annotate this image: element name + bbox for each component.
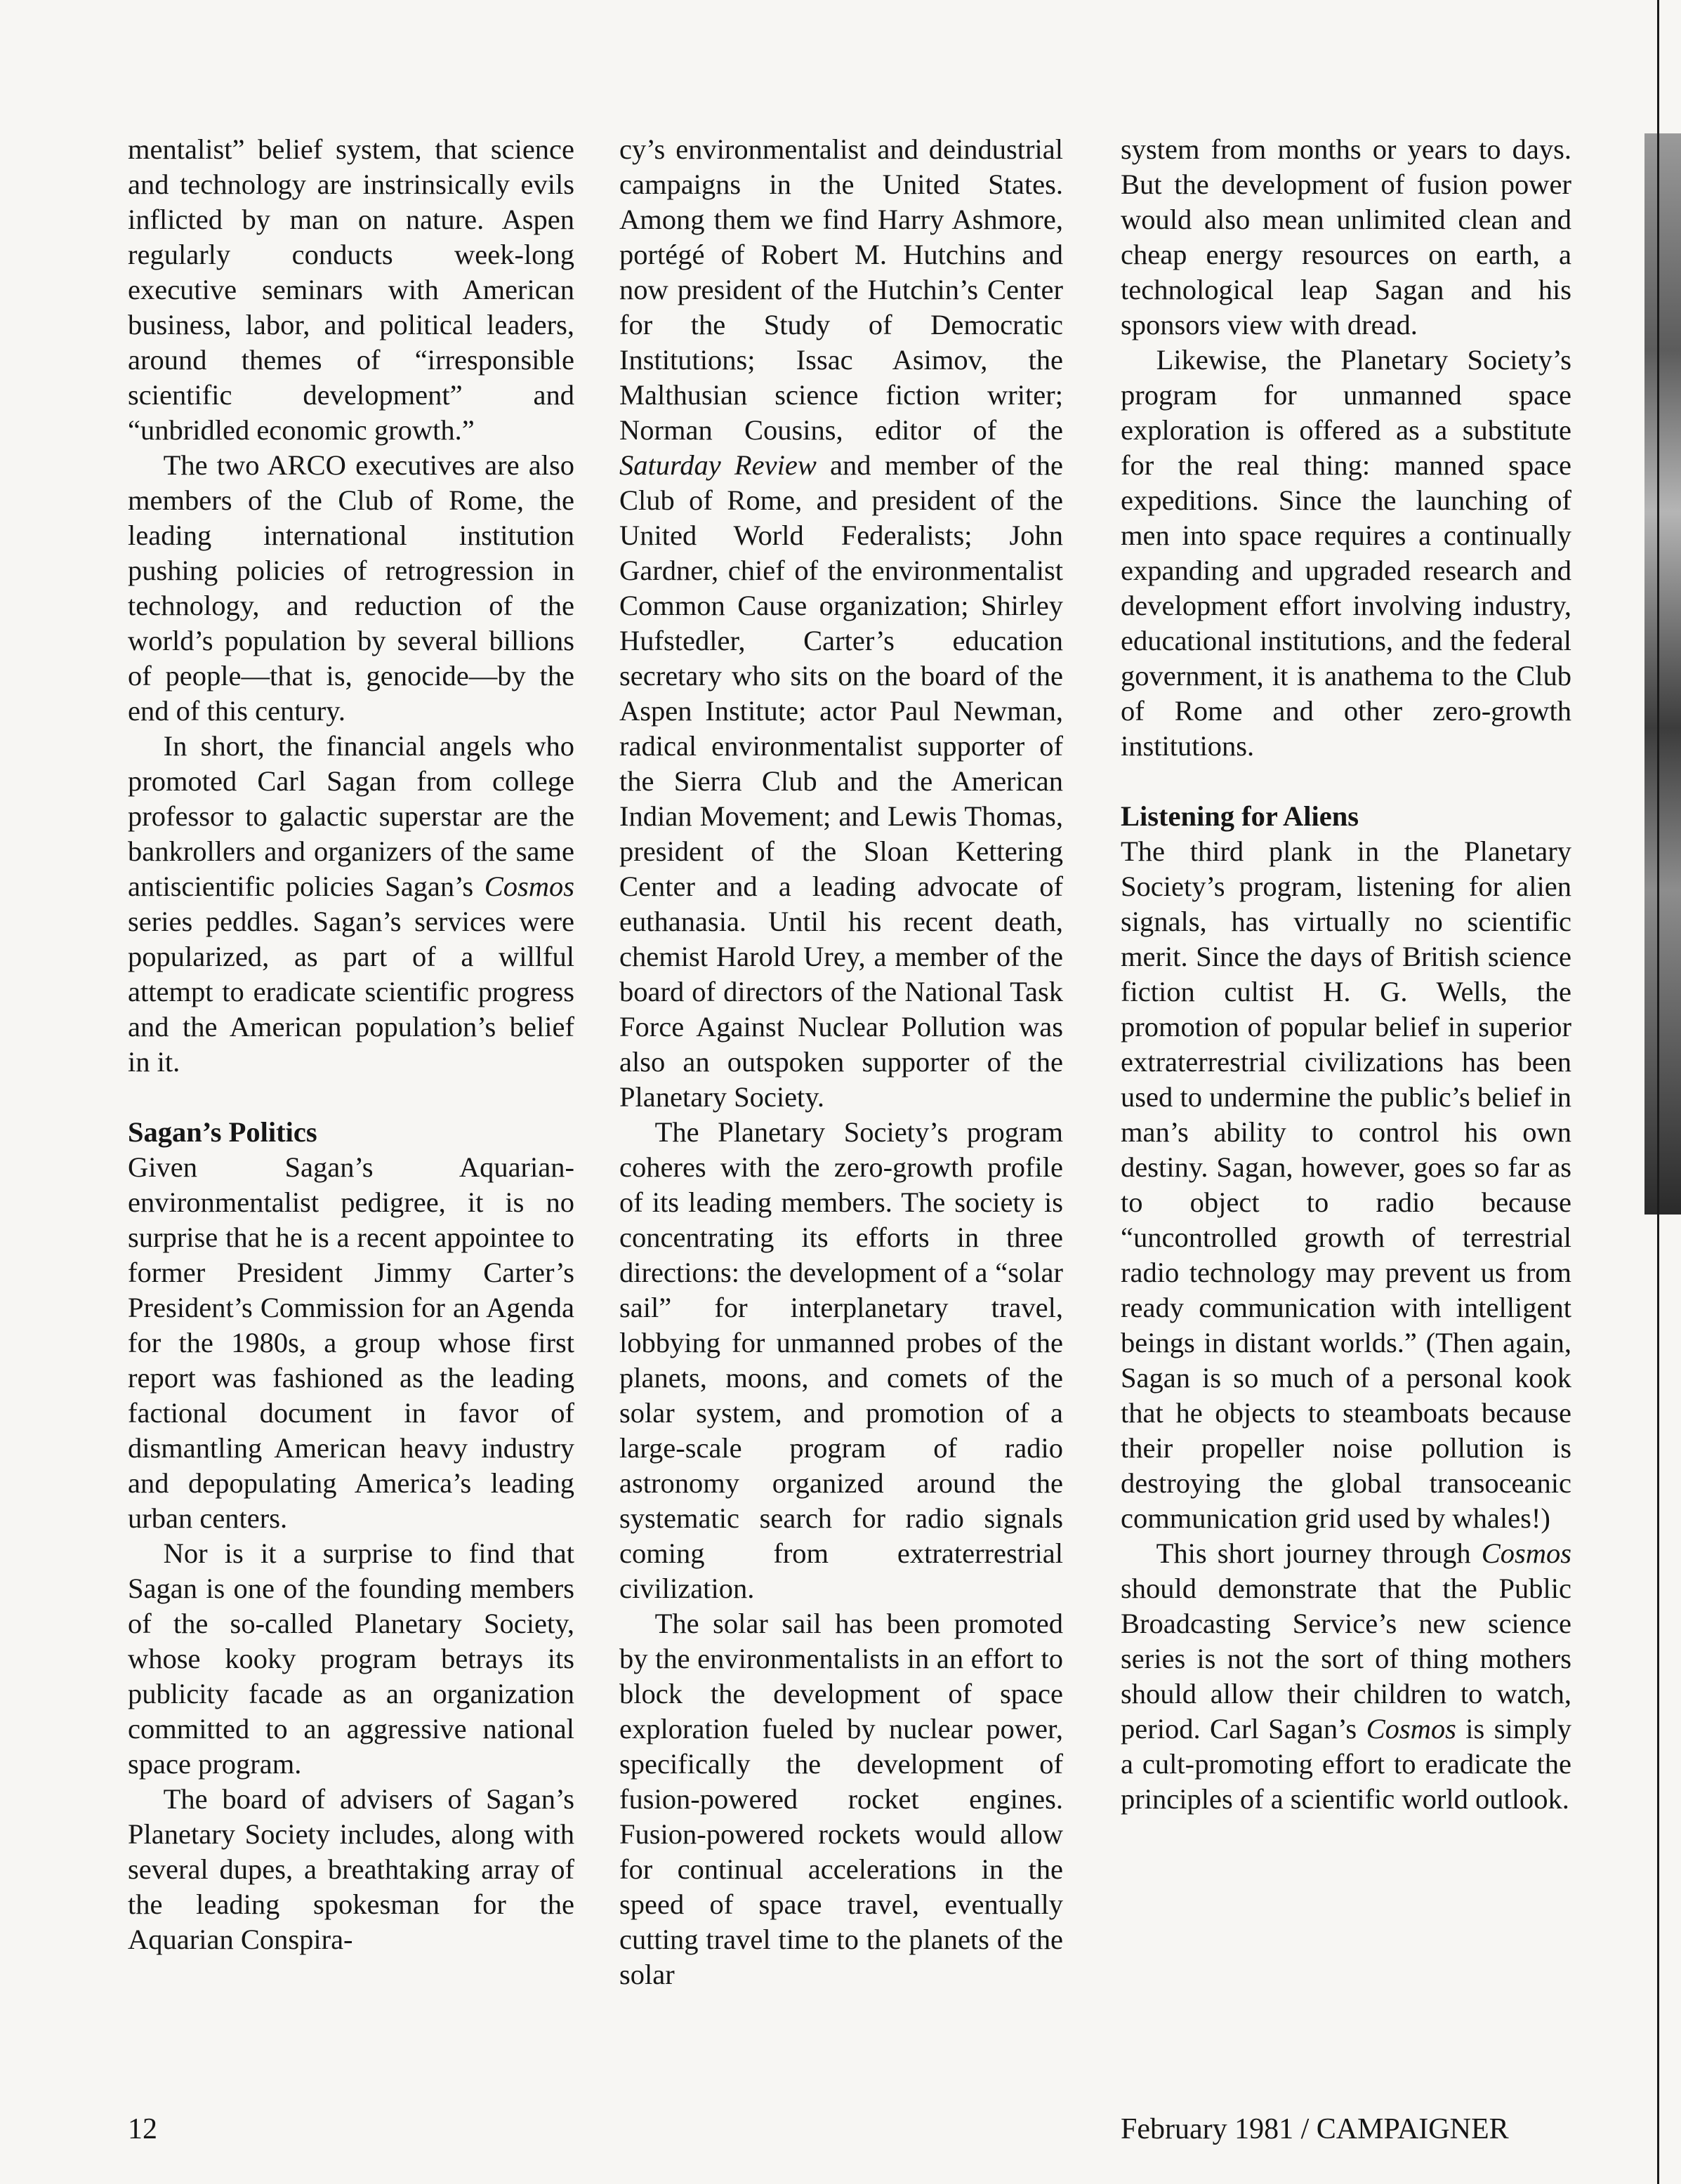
text-column-3 <box>1121 132 1571 1817</box>
page-number: 12 <box>128 2113 157 2145</box>
italic-title: Saturday Review <box>619 449 817 481</box>
section-heading: Listening for Aliens <box>1121 800 1359 832</box>
paragraph <box>1121 1536 1571 1817</box>
paragraph: mentalist” belief system, that science and technology are instrinsically evils inflicted by man on nature. Aspen regularly conducts week-long executive seminars with American business, labor, and political leaders, around themes of “irresponsible scientific development” and “unbridled economic growth.” <box>128 133 574 446</box>
paragraph: The two ARCO executives are also members of the Club of Rome, the leading international institution pushing policies of retrogression in technology, and reduction of the world’s population by several billions of people—that is, genocide—by the end of this century. <box>128 449 574 727</box>
section-spacer <box>1121 764 1571 799</box>
section-spacer <box>128 1080 574 1115</box>
italic-title: Cosmos <box>1366 1713 1456 1745</box>
italic-title: Cosmos <box>1481 1537 1571 1569</box>
paragraph <box>128 729 574 1080</box>
text-column-1 <box>128 132 574 1957</box>
paragraph: The third plank in the Planetary Society’s program, listening for alien signals, has virtually no scientific merit. Since the days of British science fiction cultist H. G. Wells, the promotion of popular belief in superior extraterrestrial civilizations has been used to undermine the public’s belief in man’s ability to control his own destiny. Sagan, however, goes so far as to object to radio because “uncontrolled growth of terrestrial radio technology may prevent us from ready communication with intelligent beings in distant worlds.” (Then again, Sagan is so much of a personal kook that he objects to steamboats because their propeller noise pollution is destroying the global transoceanic communication grid used by whales!) <box>1121 835 1571 1534</box>
text-run: and member of the Club of Rome, and president of the United World Federalists; John Gardner, chief of the environmentalist Common Cause organization; Shirley Hufstedler, Carter’s education secretary who sits on the board of the Aspen Institute; actor Paul Newman, radical environmentalist supporter of the Sierra Club and the American Indian Movement; and Lewis Thomas, president of the Sloan Kettering Center and a leading advocate of euthanasia. Until his recent death, chemist Harold Urey, a member of the board of directors of the National Task Force Against Nuclear Pollution was also an outspoken supporter of the Planetary Society. <box>619 449 1063 1113</box>
text-column-2 <box>619 132 1063 1992</box>
paragraph: The board of advisers of Sagan’s Planetary Society includes, along with several dupes, a breathtaking array of the leading spokesman for the Aquarian Conspira- <box>128 1783 574 1955</box>
paragraph: Given Sagan’s Aquarian-environmentalist pedigree, it is no surprise that he is a recent appointee to former President Jimmy Carter’s President’s Commission for an Agenda for the 1980s, a group whose first report was fashioned as the leading factional document in favor of dismantling American heavy industry and depopulating America’s leading urban centers. <box>128 1151 574 1534</box>
text-run: cy’s environmentalist and deindustrial campaigns in the United States. Among them we find Harry Ashmore, portégé of Robert M. Hutchins and now president of the Hutchin’s Center for the Study of Democratic Institutions; Issac Asimov, the Malthusian science fiction writer; Norman Cousins, editor of the <box>619 133 1063 446</box>
text-run: series peddles. Sagan’s services were popularized, as part of a willful attempt to eradicate scientific progress and the American population’s belief in it. <box>128 906 574 1078</box>
text-run: should demonstrate that the Public Broadcasting Service’s new science series is not the sort of thing mothers should allow their children to watch, period. Carl Sagan’s <box>1121 1573 1571 1745</box>
issue-dateline: February 1981 / CAMPAIGNER <box>1121 2113 1509 2145</box>
italic-title: Cosmos <box>484 871 574 902</box>
paragraph: Likewise, the Planetary Society’s program for unmanned space exploration is offered as a substitute for the real thing: manned space expeditions. Since the launching of men into space requires a continually expanding and upgraded research and development effort involving industry, educational institutions, and the federal government, it is anathema to the Club of Rome and other zero-growth institutions. <box>1121 344 1571 762</box>
paragraph: The Planetary Society’s program coheres with the zero-growth profile of its leading members. The society is concentrating its efforts in three directions: the development of a “solar sail” for interplanetary travel, lobbying for unmanned probes of the planets, moons, and comets of the solar system, and promotion of a large-scale program of radio astronomy organized around the systematic search for radio signals coming from extraterrestrial civilization. <box>619 1116 1063 1604</box>
paragraph: system from months or years to days. But the development of fusion power would also mean unlimited clean and cheap energy resources on earth, a technological leap Sagan and his sponsors view with dread. <box>1121 133 1571 340</box>
text-run: This short journey through <box>1156 1537 1482 1569</box>
text-run: In short, the financial angels who promoted Carl Sagan from college professor to galactic superstar are the bankrollers and organizers of the same antiscientific policies Sagan’s <box>128 730 574 902</box>
paragraph: The solar sail has been promoted by the environmentalists in an effort to block the development of space exploration fueled by nuclear power, specifically the development of fusion-powered rocket engines. Fusion-powered rockets would allow for continual accelerations in the speed of space travel, eventually cutting travel time to the planets of the solar <box>619 1608 1063 1990</box>
adjacent-page-photo-edge <box>1644 133 1681 1215</box>
page-gutter-line <box>1657 0 1659 2184</box>
text-run: is simply a cult-promoting effort to eradicate the principles of a scientific world outlook. <box>1121 1713 1571 1815</box>
paragraph <box>619 132 1063 1115</box>
paragraph: Nor is it a surprise to find that Sagan is one of the founding members of the so-called Planetary Society, whose kooky program betrays its publicity facade as an organization committed to an aggressive national space program. <box>128 1537 574 1780</box>
section-heading: Sagan’s Politics <box>128 1116 317 1148</box>
